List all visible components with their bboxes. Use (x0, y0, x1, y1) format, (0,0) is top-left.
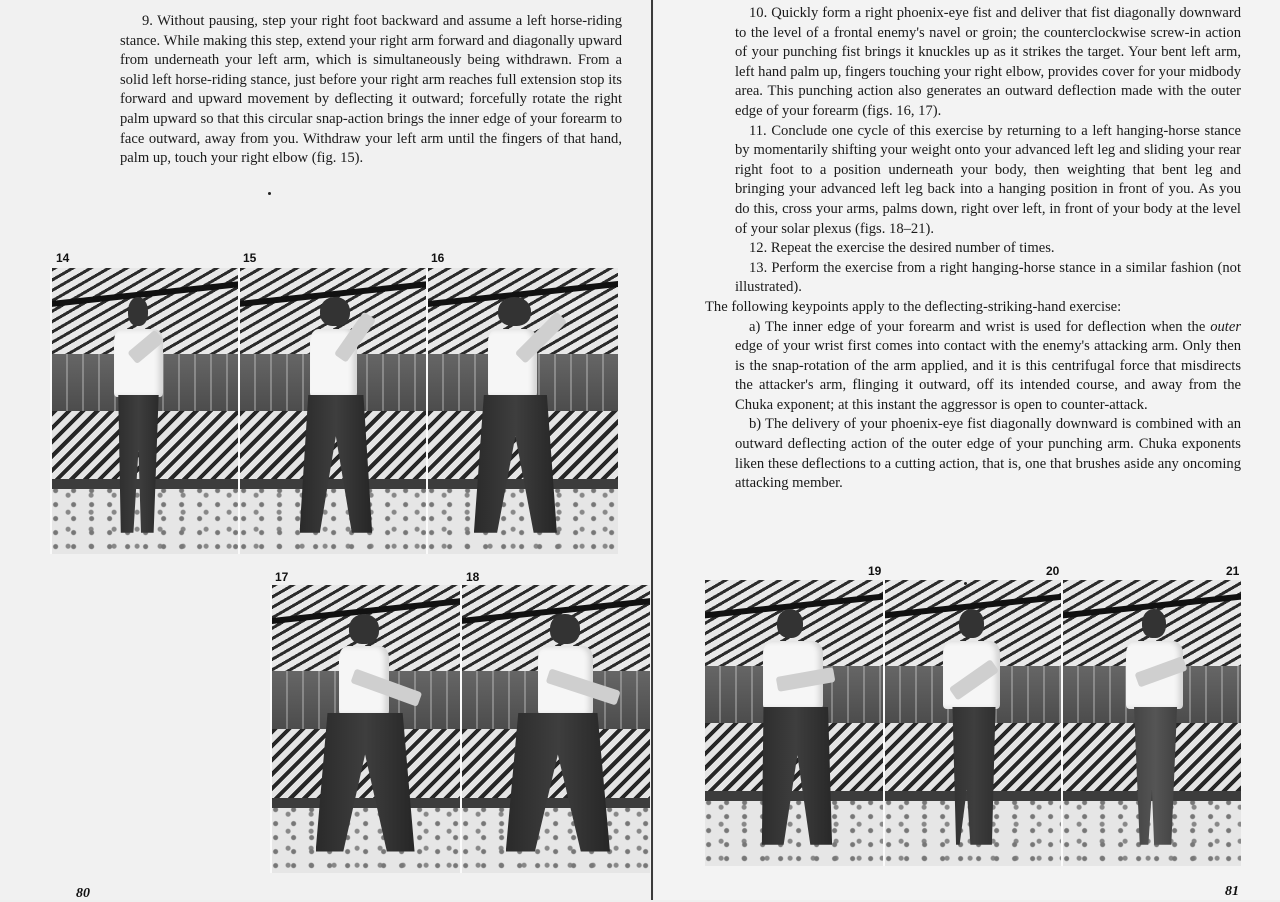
figure-20-number: 20 (1046, 564, 1060, 578)
figure-pants (1120, 707, 1192, 845)
keypoint-a-text-rest: edge of your wrist first comes into contact with the enemy's attacking arm. Only then is the snap-rotation of the arm applied, and it is this centrifugal force that misdirects the attacker's arm, flinging it outward, off its intended course, and away from the Chuka exponent; at this instant the aggressor is open to counter-attack. (735, 338, 1241, 413)
paragraph-step-10: 10. Quickly form a right phoenix-eye fist and deliver that fist diagonally downward to the level of a frontal enemy's navel or groin; the counterclockwise screw-in action of your punching fist brings it knuckles up as it strikes the target. Your bent left arm, left hand palm up, fingers touching your right elbow, provides cover for your midbody area. This punching action also generates an outward deflection made with the outer edge of your forearm (figs. 16, 17). (735, 5, 1241, 119)
print-speck (964, 582, 967, 585)
keypoint-b: b) The delivery of your phoenix-eye fist diagonally downward is combined with an outward deflecting action of the outer edge of your punching arm. Chuka exponents liken these deflections to a cutting action, that is, one that brushes aside any oncoming attacking member. (735, 416, 1241, 492)
page-number-left: 80 (76, 886, 90, 901)
martial-artist-figure (931, 609, 1016, 855)
figure-20-photo (883, 580, 1063, 866)
paragraph-step-9: 9. Without pausing, step your right foot backward and assume a left horse-riding stance. While making this step, extend your right arm forward and diagonally upward from underneath your left arm, which is simultaneously being withdrawn. From a solid left horse-riding stance, just before your right arm reaches full extension stop its forward and upward movement by deflecting it outward; forcefully rotate the right palm upward so that this circular snap-action brings the inner edge of your forearm to face outward, away from you. Withdraw your left arm until the fingers of that hand, palm up, touch your right elbow (fig. 15). (120, 13, 622, 167)
paragraph-step-13: 13. Perform the exercise from a right hanging-horse stance in a similar fashion (not illustrated). (735, 259, 1241, 296)
figure-18-number: 18 (466, 570, 480, 584)
figure-19-number: 19 (868, 564, 882, 578)
figure-14-number: 14 (56, 251, 70, 265)
martial-artist-figure (1113, 609, 1198, 855)
figure-head (1142, 609, 1166, 639)
paragraph-step-12: 12. Repeat the exercise the desired number of times. (749, 240, 1055, 257)
figure-pants (938, 707, 1010, 845)
page-number-right: 81 (1225, 884, 1239, 899)
martial-artist-figure (748, 609, 844, 855)
figure-21-number: 21 (1226, 564, 1240, 578)
figure-21-photo (1061, 580, 1241, 866)
figure-pants (755, 707, 836, 845)
figure-19-photo (705, 580, 883, 866)
figure-head (959, 609, 985, 639)
paragraph-step-11: 11. Conclude one cycle of this exercise by returning to a left hanging-horse stance by momentarily shifting your weight onto your advanced left leg and sliding your rear right foot to a position underneath your body, then weighting that bent leg and bringing your advanced left leg back into a hanging position in front of you. As you do this, cross your arms, palms down, right over left, in front of your body at the level of your solar plexus (figs. 18–21). (735, 122, 1241, 237)
keypoint-a-text: a) The inner edge of your forearm and wrist is used for deflection when the (749, 318, 1211, 335)
figure-17-number: 17 (275, 570, 289, 584)
keypoint-a (735, 318, 1241, 416)
steps-10-13-text-block (705, 4, 1241, 494)
keypoint-a-emphasis: outer (1210, 318, 1241, 335)
figure-head (777, 609, 804, 639)
figure-16-number: 16 (431, 251, 445, 265)
keypoints-intro: The following keypoints apply to the deflecting-striking-hand exercise: (705, 298, 1122, 315)
figure-15-number: 15 (243, 251, 257, 265)
